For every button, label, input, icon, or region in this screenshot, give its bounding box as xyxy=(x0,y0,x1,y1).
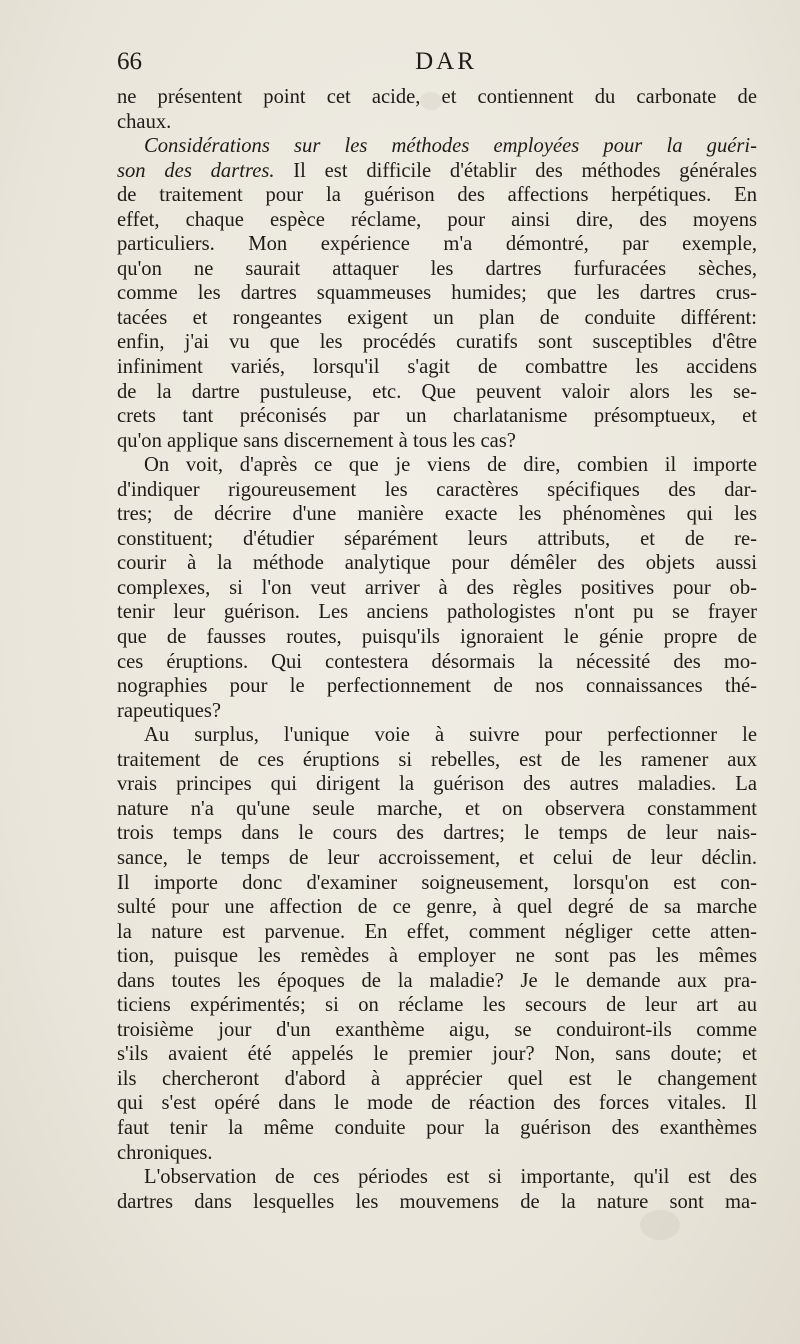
text-line: tres; de décrire d'une manière exacte les phénomènes qui les xyxy=(117,503,757,526)
page-header xyxy=(117,48,755,82)
paper-stain xyxy=(640,1210,680,1240)
text-line: ne présentent point cet acide, et contiennent du carbonate de xyxy=(117,86,757,108)
text-line: faut tenir la même conduite pour la guérison des exanthèmes xyxy=(117,1116,757,1139)
text-line: de la dartre pustuleuse, etc. Que peuvent valoir alors les se- xyxy=(117,380,757,403)
text-line xyxy=(117,134,757,159)
section-heading-italic: Considérations sur les méthodes employées pour la guéri- xyxy=(144,135,757,158)
running-head: DAR xyxy=(415,48,477,75)
text-line: ces éruptions. Qui contestera désormais la nécessité des mo- xyxy=(117,650,757,673)
text-line: rapeutiques? xyxy=(117,699,222,722)
text-line: qui s'est opéré dans le mode de réaction des forces vitales. Il xyxy=(117,1092,757,1115)
text-line: s'ils avaient été appelés le premier jour? Non, sans doute; et xyxy=(117,1043,757,1066)
text-line: de traitement pour la guérison des affections herpétiques. En xyxy=(117,184,757,207)
section-heading-italic: son des dartres. xyxy=(117,159,275,182)
text-line: infiniment variés, lorsqu'il s'agit de combattre les accidens xyxy=(117,356,757,379)
text-line: qu'on applique sans discernement à tous les cas? xyxy=(117,429,516,452)
text-line: dartres dans lesquelles les mouvemens de la nature sont ma- xyxy=(117,1190,757,1213)
text-line: troisième jour d'un exanthème aigu, se conduiront-ils comme xyxy=(117,1018,757,1041)
text-line: tion, puisque les remèdes à employer ne sont pas les mêmes xyxy=(117,945,757,968)
text-line: nature n'a qu'une seule marche, et on observera constamment xyxy=(117,797,757,820)
text-line: comme les dartres squammeuses humides; que les dartres crus- xyxy=(117,282,757,305)
text-line: effet, chaque espèce réclame, pour ainsi dire, des moyens xyxy=(117,208,757,231)
text-line: ticiens expérimentés; si on réclame les secours de leur art au xyxy=(117,994,757,1017)
text-line: Au surplus, l'unique voie à suivre pour perfectionner le xyxy=(144,724,757,747)
text-line: courir à la méthode analytique pour démêler des objets aussi xyxy=(117,552,757,575)
text-line: enfin, j'ai vu que les procédés curatifs sont susceptibles d'être xyxy=(117,331,757,354)
text-line: Il importe donc d'examiner soigneusement, lorsqu'on est con- xyxy=(117,871,757,894)
text-line: chaux. xyxy=(117,110,172,133)
body-text xyxy=(117,85,757,1214)
text-line: la nature est parvenue. En effet, comment négliger cette atten- xyxy=(117,920,757,943)
text-line: qu'on ne saurait attaquer les dartres furfuracées sèches, xyxy=(117,257,757,280)
text-line: d'indiquer rigoureusement les caractères spécifiques des dar- xyxy=(117,478,757,501)
text-line: tacées et rongeantes exigent un plan de conduite différent: xyxy=(117,306,757,329)
text-line: particuliers. Mon expérience m'a démontré, par exemple, xyxy=(117,233,757,256)
text-line: sulté pour une affection de ce genre, à quel degré de sa marche xyxy=(117,896,757,919)
text-line: tenir leur guérison. Les anciens pathologistes n'ont pu se frayer xyxy=(117,601,757,624)
text-line: dans toutes les époques de la maladie? Je le demande aux pra- xyxy=(117,969,757,992)
text-line: ils chercheront d'abord à apprécier quel est le changement xyxy=(117,1067,757,1090)
text-line: traitement de ces éruptions si rebelles, est de les ramener aux xyxy=(117,748,757,771)
text-line: L'observation de ces périodes est si importante, qu'il est des xyxy=(144,1166,757,1189)
text-line: vrais principes qui dirigent la guérison des autres maladies. La xyxy=(117,773,757,796)
page-number: 66 xyxy=(117,48,142,75)
text-line: nographies pour le perfectionnement de nos connaissances thé- xyxy=(117,675,757,698)
text-line: crets tant préconisés par un charlatanisme présomptueux, et xyxy=(117,405,757,428)
text-line: constituent; d'étudier séparément leurs attributs, et de re- xyxy=(117,527,757,550)
text-line: chroniques. xyxy=(117,1141,213,1164)
text-line: On voit, d'après ce que je viens de dire, combien il importe xyxy=(144,454,757,477)
text-line xyxy=(117,159,757,184)
text-line: complexes, si l'on veut arriver à des règles positives pour ob- xyxy=(117,576,757,599)
text-line: trois temps dans le cours des dartres; le temps de leur nais- xyxy=(117,822,757,845)
text-line: que de fausses routes, puisqu'ils ignoraient le génie propre de xyxy=(117,626,757,649)
text-line: sance, le temps de leur accroissement, et celui de leur déclin. xyxy=(117,846,757,869)
text-run: Il est difficile d'établir des méthodes générales xyxy=(274,159,757,182)
